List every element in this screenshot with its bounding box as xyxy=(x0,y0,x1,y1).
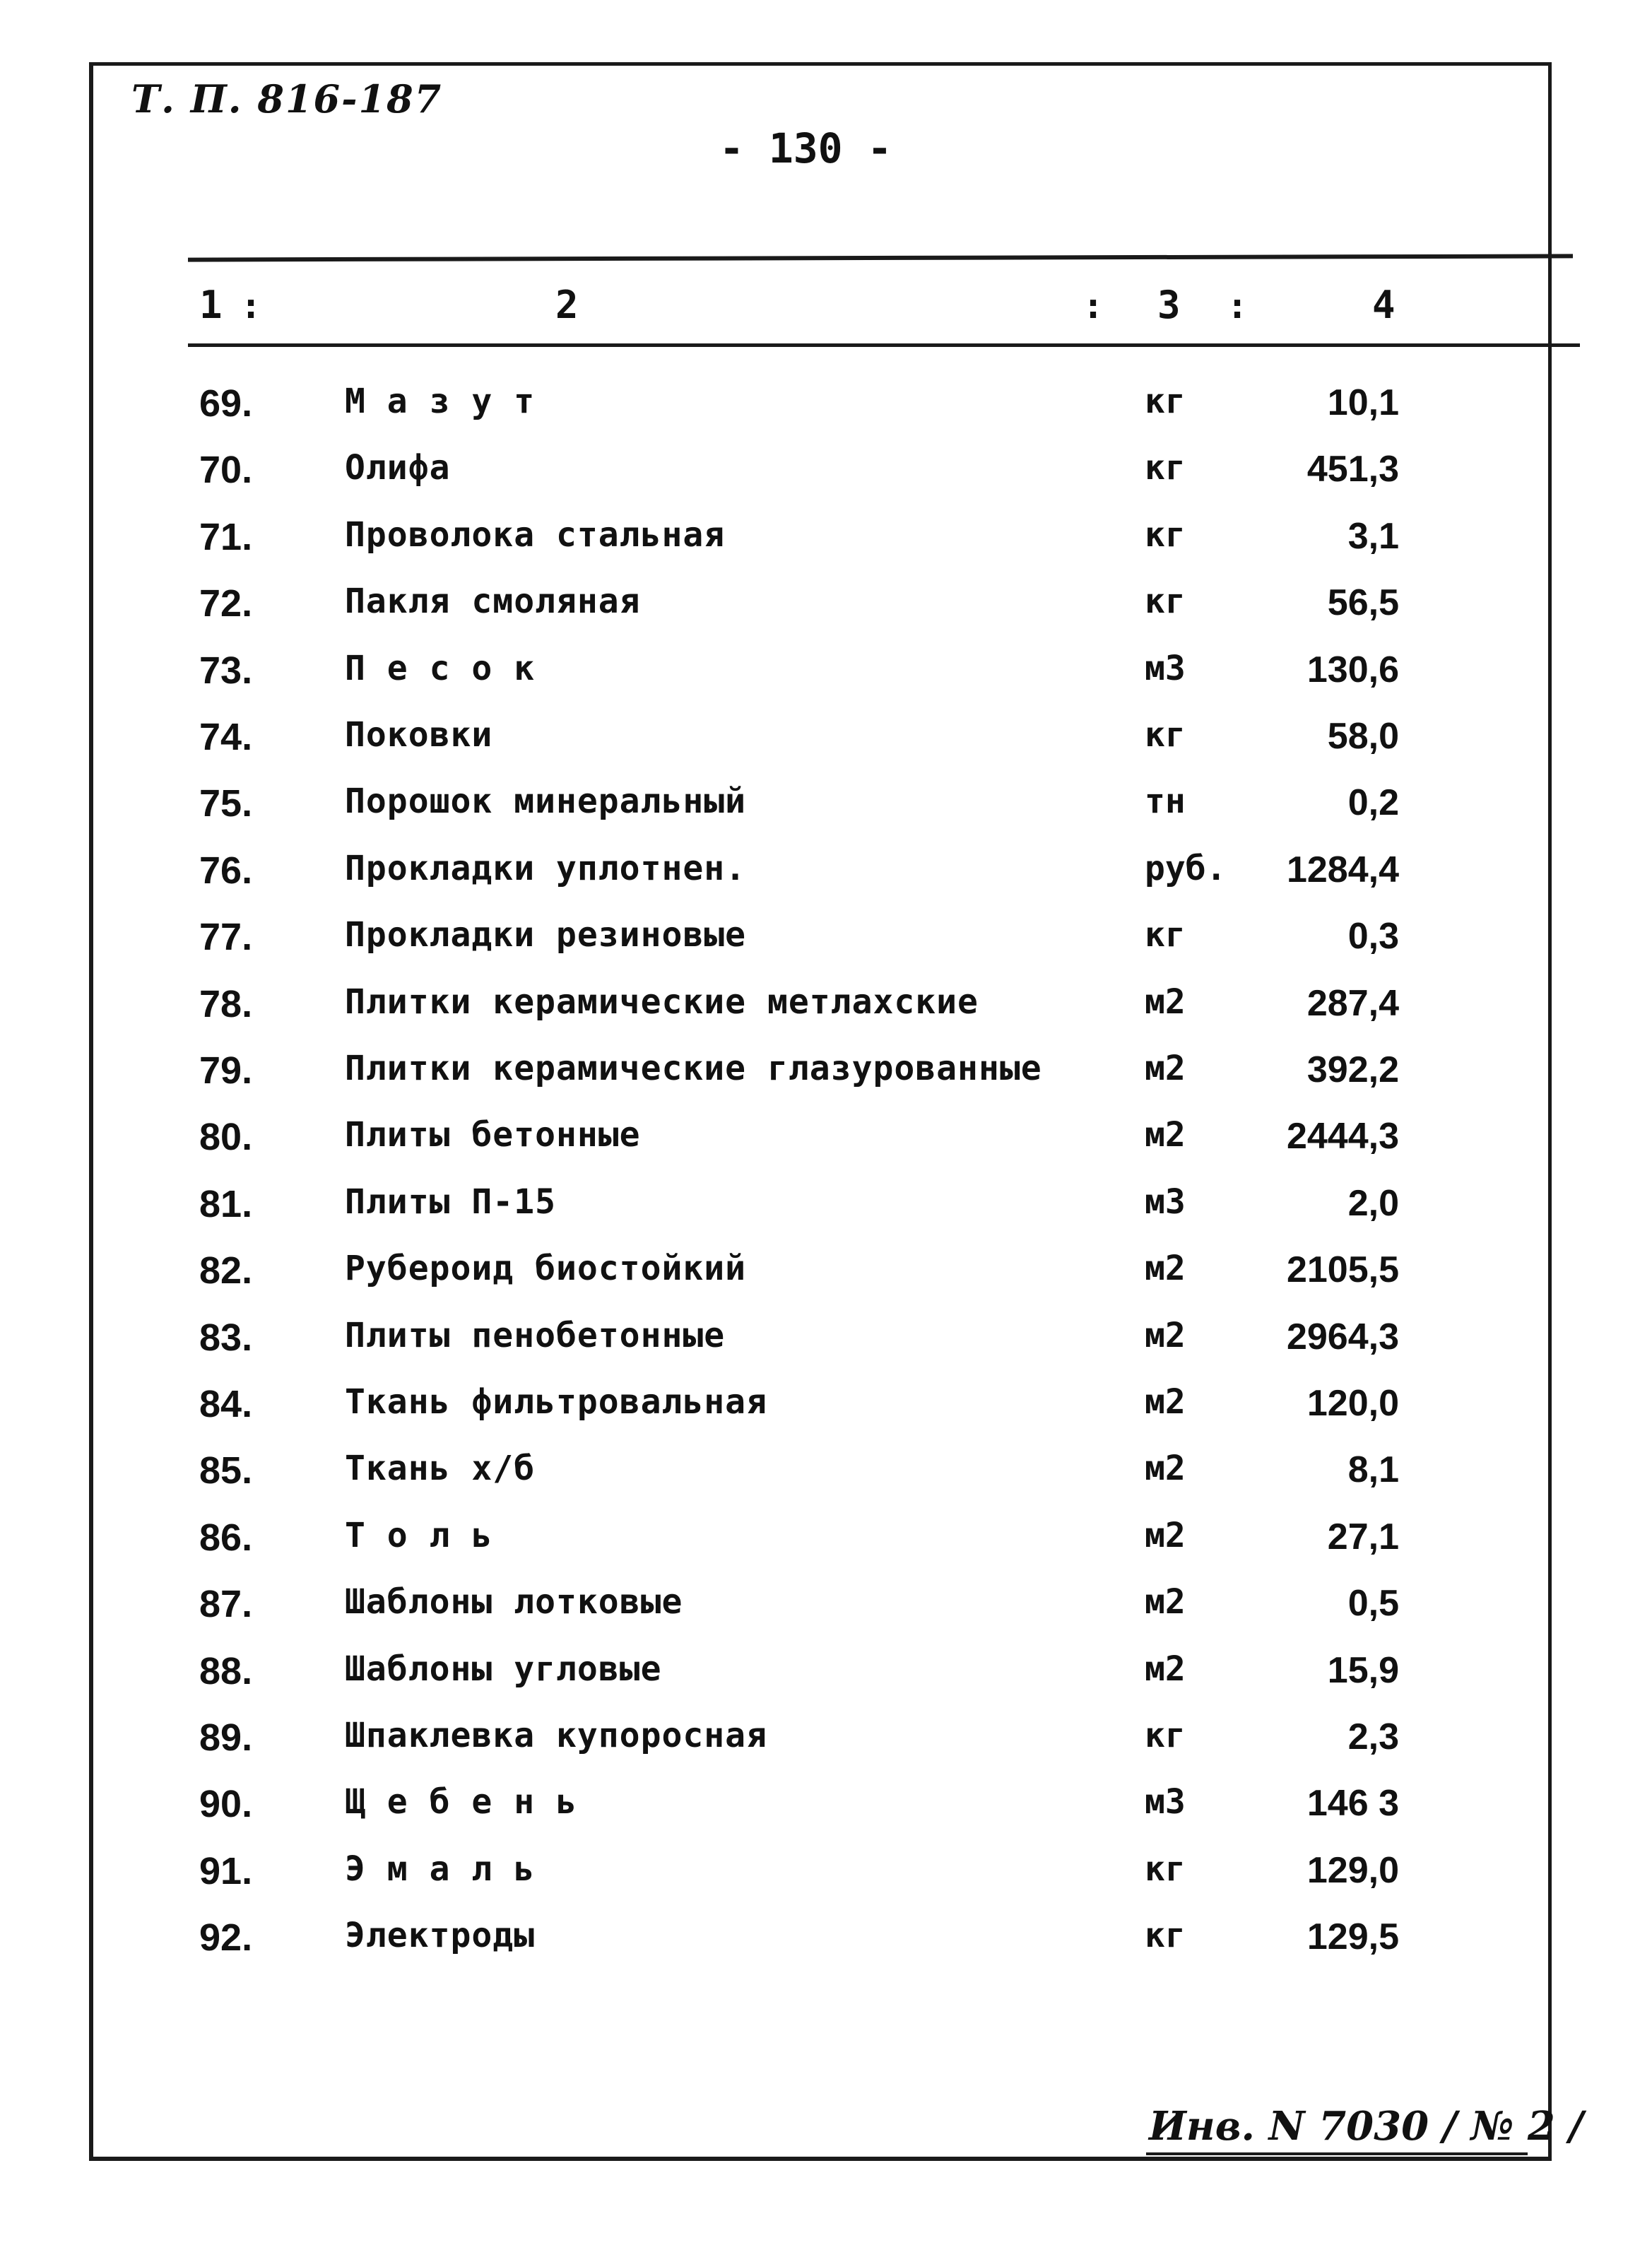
column-separator: : xyxy=(1082,285,1104,326)
page-number: - 130 - xyxy=(719,124,892,172)
unit-of-measure: м2 xyxy=(1145,1582,1186,1622)
row-number: 81. xyxy=(199,1183,253,1225)
unit-of-measure: м2 xyxy=(1145,1516,1186,1555)
row-number: 87. xyxy=(199,1583,253,1625)
table-row xyxy=(0,382,1652,445)
row-number: 70. xyxy=(199,449,253,491)
material-name: Прокладки уплотнен. xyxy=(345,849,747,888)
row-number: 82. xyxy=(199,1249,253,1292)
table-header-rule xyxy=(188,343,1580,347)
unit-of-measure: кг xyxy=(1145,448,1186,488)
quantity: 392,2 xyxy=(1306,1049,1399,1090)
row-number: 90. xyxy=(199,1783,253,1825)
material-name: П е с о к xyxy=(345,649,536,688)
material-name: Шаблоны лотковые xyxy=(345,1582,683,1622)
row-number: 85. xyxy=(199,1449,253,1492)
quantity: 8,1 xyxy=(1347,1449,1399,1490)
unit-of-measure: руб. xyxy=(1145,849,1227,888)
material-name: Т о л ь xyxy=(345,1516,493,1555)
table-row xyxy=(0,1782,1652,1846)
unit-of-measure: кг xyxy=(1145,582,1186,621)
table-row xyxy=(0,915,1652,979)
column-header-3: 3 xyxy=(1157,283,1181,327)
row-number: 88. xyxy=(199,1650,253,1692)
material-name: Олифа xyxy=(345,448,451,488)
material-name: Поковки xyxy=(345,715,493,755)
quantity: 130,6 xyxy=(1306,649,1399,690)
unit-of-measure: м2 xyxy=(1145,1449,1186,1488)
unit-of-measure: м2 xyxy=(1145,1249,1186,1288)
quantity: 1284,4 xyxy=(1286,849,1399,890)
column-header-4: 4 xyxy=(1372,283,1396,327)
row-number: 74. xyxy=(199,716,253,758)
material-name: Ткань х/б xyxy=(345,1449,536,1488)
material-name: Рубероид биостойкий xyxy=(345,1249,747,1288)
material-name: Э м а л ь xyxy=(345,1849,536,1889)
material-name: Ткань фильтровальная xyxy=(345,1382,767,1422)
unit-of-measure: м3 xyxy=(1145,1782,1186,1822)
row-number: 84. xyxy=(199,1383,253,1425)
column-header-1: 1 xyxy=(199,283,223,327)
unit-of-measure: кг xyxy=(1145,915,1186,955)
table-row xyxy=(0,1182,1652,1246)
table-row xyxy=(0,582,1652,645)
quantity: 146 3 xyxy=(1306,1783,1399,1824)
unit-of-measure: кг xyxy=(1145,515,1186,555)
quantity: 0,3 xyxy=(1347,916,1399,957)
material-name: Плиты П-15 xyxy=(345,1182,556,1222)
row-number: 76. xyxy=(199,849,253,892)
row-number: 92. xyxy=(199,1916,253,1959)
material-name: Прокладки резиновые xyxy=(345,915,747,955)
unit-of-measure: м2 xyxy=(1145,1115,1186,1155)
material-name: Шаблоны угловые xyxy=(345,1649,662,1689)
table-row xyxy=(0,649,1652,712)
unit-of-measure: м3 xyxy=(1145,1182,1186,1222)
unit-of-measure: кг xyxy=(1145,1916,1186,1955)
quantity: 2964,3 xyxy=(1286,1316,1399,1357)
material-name: Плиты бетонные xyxy=(345,1115,641,1155)
table-row xyxy=(0,782,1652,845)
table-row xyxy=(0,1716,1652,1779)
quantity: 129,0 xyxy=(1306,1850,1399,1891)
table-row xyxy=(0,448,1652,512)
quantity: 451,3 xyxy=(1306,449,1399,490)
table-row xyxy=(0,1649,1652,1713)
row-number: 77. xyxy=(199,916,253,958)
quantity: 2,0 xyxy=(1347,1183,1399,1224)
quantity: 3,1 xyxy=(1347,516,1399,557)
column-separator: : xyxy=(240,285,262,326)
unit-of-measure: м2 xyxy=(1145,1049,1186,1088)
material-name: М а з у т xyxy=(345,382,536,421)
row-number: 73. xyxy=(199,649,253,692)
material-name: Плиты пенобетонные xyxy=(345,1316,726,1355)
material-name: Пакля смоляная xyxy=(345,582,641,621)
unit-of-measure: кг xyxy=(1145,382,1186,421)
quantity: 27,1 xyxy=(1327,1516,1399,1557)
table-row xyxy=(0,1316,1652,1379)
row-number: 91. xyxy=(199,1850,253,1892)
row-number: 78. xyxy=(199,983,253,1025)
row-number: 80. xyxy=(199,1116,253,1158)
table-row xyxy=(0,715,1652,779)
quantity: 10,1 xyxy=(1327,382,1399,423)
quantity: 0,5 xyxy=(1347,1583,1399,1624)
table-row xyxy=(0,1582,1652,1646)
material-name: Проволока стальная xyxy=(345,515,726,555)
table-row xyxy=(0,1382,1652,1446)
row-number: 69. xyxy=(199,382,253,425)
unit-of-measure: кг xyxy=(1145,715,1186,755)
row-number: 83. xyxy=(199,1316,253,1359)
unit-of-measure: м2 xyxy=(1145,982,1186,1022)
quantity: 0,2 xyxy=(1347,782,1399,823)
unit-of-measure: м2 xyxy=(1145,1382,1186,1422)
material-name: Порошок минеральный xyxy=(345,782,747,821)
row-number: 71. xyxy=(199,516,253,558)
inventory-note: Инв. N 7030 / № 2 / xyxy=(1149,2103,1583,2150)
inventory-underline xyxy=(1146,2152,1528,2155)
table-row xyxy=(0,1449,1652,1512)
table-row xyxy=(0,982,1652,1046)
quantity: 129,5 xyxy=(1306,1916,1399,1957)
quantity: 2105,5 xyxy=(1286,1249,1399,1290)
unit-of-measure: кг xyxy=(1145,1716,1186,1755)
table-row xyxy=(0,515,1652,579)
material-name: Щ е б е н ь xyxy=(345,1782,577,1822)
unit-of-measure: кг xyxy=(1145,1849,1186,1889)
table-row xyxy=(0,1049,1652,1112)
row-number: 72. xyxy=(199,582,253,625)
table-row xyxy=(0,1916,1652,1979)
material-name: Плитки керамические метлахские xyxy=(345,982,979,1022)
table-row xyxy=(0,1115,1652,1179)
unit-of-measure: м3 xyxy=(1145,649,1186,688)
column-separator: : xyxy=(1227,285,1249,326)
table-row xyxy=(0,1249,1652,1312)
table-row xyxy=(0,1516,1652,1579)
quantity: 15,9 xyxy=(1327,1650,1399,1691)
material-name: Плитки керамические глазурованные xyxy=(345,1049,1042,1088)
row-number: 86. xyxy=(199,1516,253,1559)
table-row xyxy=(0,1849,1652,1913)
unit-of-measure: м2 xyxy=(1145,1316,1186,1355)
row-number: 79. xyxy=(199,1049,253,1092)
quantity: 287,4 xyxy=(1306,983,1399,1024)
quantity: 2444,3 xyxy=(1286,1116,1399,1157)
unit-of-measure: м2 xyxy=(1145,1649,1186,1689)
document-code: Т. П. 816-187 xyxy=(131,76,443,122)
material-name: Электроды xyxy=(345,1916,536,1955)
quantity: 58,0 xyxy=(1327,716,1399,757)
unit-of-measure: тн xyxy=(1145,782,1186,821)
table-row xyxy=(0,849,1652,912)
quantity: 120,0 xyxy=(1306,1383,1399,1424)
column-header-2: 2 xyxy=(555,283,579,327)
row-number: 89. xyxy=(199,1716,253,1759)
row-number: 75. xyxy=(199,782,253,825)
quantity: 56,5 xyxy=(1327,582,1399,623)
quantity: 2,3 xyxy=(1347,1716,1399,1757)
material-name: Шпаклевка купоросная xyxy=(345,1716,767,1755)
